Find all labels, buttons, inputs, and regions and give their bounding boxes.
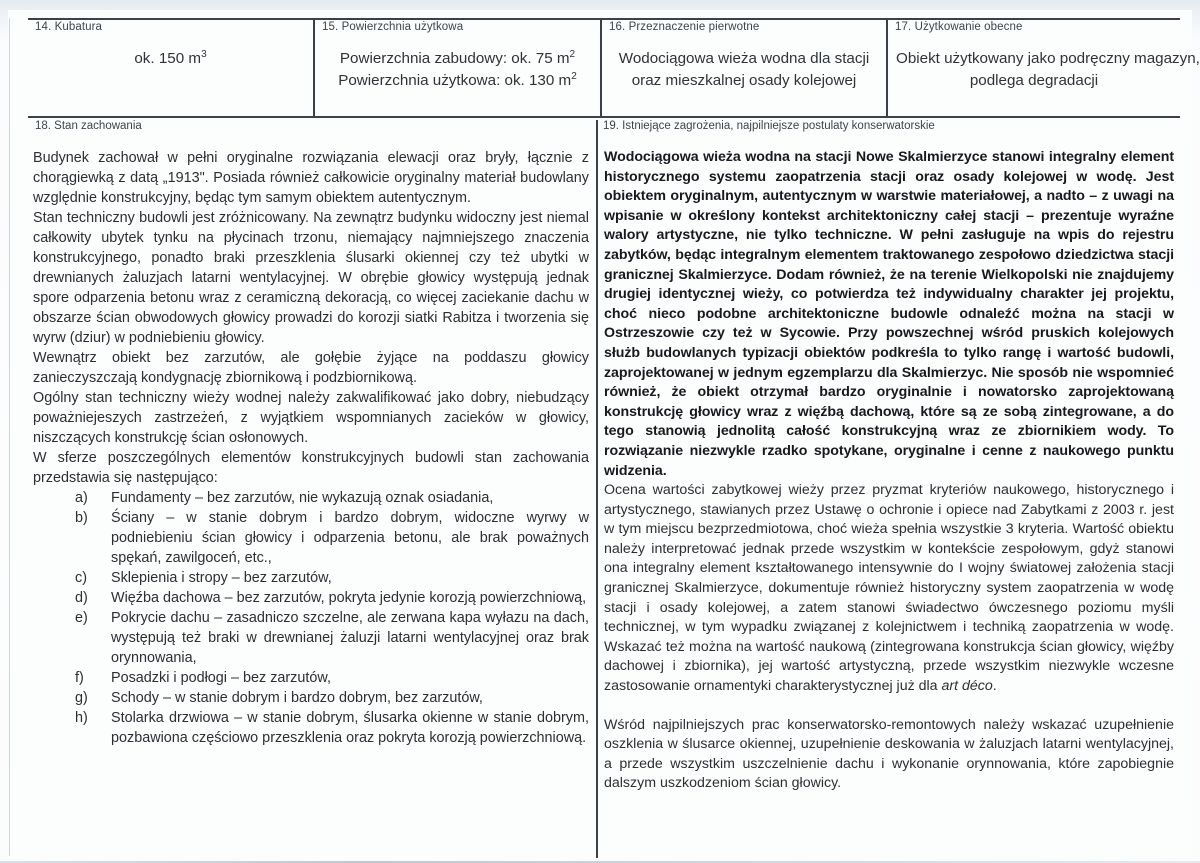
field-label-15: 15. Powierzchnia użytkowa bbox=[322, 21, 464, 33]
paragraph: Wewnątrz obiekt bez zarzutów, ale gołębie żyjące na poddaszu głowicy zanieczyszczają kondygnację zbiornikową i podzbiornikową. bbox=[33, 350, 589, 386]
list-item bbox=[75, 568, 589, 588]
list-item-text: Pokrycie dachu – zasadniczo szczelne, ale zerwana kapa wyłazu na dach, występują też braki w drewnianej żaluzji latarni wentylacyjnej oraz brak orynnowania, bbox=[111, 610, 589, 666]
field-value-line: oraz mieszkalnej osady kolejowej bbox=[631, 72, 857, 89]
fields-row-14-17 bbox=[28, 18, 1200, 118]
paragraph: W sferze poszczególnych elementów konstrukcyjnych budowli stan zachowania przedstawia się następująco: bbox=[33, 450, 589, 486]
section-label-19: 19. Istniejące zagrożenia, najpilniejsze postulaty konserwatorskie bbox=[603, 120, 935, 132]
field-value-line: podlega degradacji bbox=[969, 72, 1099, 89]
section-headers-row bbox=[28, 120, 1180, 140]
field-value-przeznaczenie bbox=[602, 48, 886, 92]
list-item-text: Posadzki i podłogi – bez zarzutów, bbox=[111, 670, 331, 686]
list-item bbox=[75, 488, 589, 508]
list-item-marker: f) bbox=[75, 670, 84, 686]
field-cell-powierzchnia-uzytkowa bbox=[315, 18, 600, 116]
divider-18-19 bbox=[596, 120, 598, 858]
paragraph-value-assessment bbox=[604, 481, 1174, 697]
list-item-marker: b) bbox=[75, 510, 88, 526]
list-item-text: Ściany – w stanie dobrym i bardzo dobrym, widoczne wyrwy w podniebieniu ścian głowicy i odparzenia betonu, ale brak poważnych spękań, zawilgoceń, etc., bbox=[111, 510, 589, 566]
paragraph-part: . bbox=[992, 678, 997, 695]
paragraph-recommendations: Wśród najpilniejszych prac konserwatorsko-remontowych należy wskazać uzupełnienie oszklenia w ślusarce okiennej, uzupełnienie deskowania w żaluzjach latarni wentylacyjnej, a przede wszystkim uszczelnienie dachu i wykonanie orynnowania, które zapobiegnie dalszym uszkodzeniom ścian głowicy. bbox=[604, 716, 1174, 792]
list-item-text: Stolarka drzwiowa – w stanie dobrym, ślusarka okienne w stanie dobrym, pozbawiona częściowo przeszklenia oraz pokryta korozją powierzchniową. bbox=[111, 710, 589, 746]
list-item bbox=[75, 588, 589, 608]
list-item-marker: g) bbox=[75, 690, 88, 706]
scan-edge-line-left bbox=[9, 18, 10, 856]
list-item bbox=[75, 688, 589, 708]
section-label-18: 18. Stan zachowania bbox=[35, 120, 142, 132]
table-rule-bottom bbox=[28, 116, 1180, 118]
condition-items-list bbox=[33, 488, 589, 748]
list-item bbox=[75, 708, 589, 748]
field-cell-przeznaczenie-pierwotne bbox=[602, 18, 886, 116]
section-18-content bbox=[33, 148, 589, 748]
field-label-14: 14. Kubatura bbox=[35, 21, 103, 33]
field-label-17: 17. Użytkowanie obecne bbox=[895, 21, 1023, 33]
paragraph: Stan techniczny budowli jest zróżnicowany. Na zewnątrz budynku widoczny jest niemal całkowity ubytek tynku na płycinach trzonu, niemający najmniejszego znaczenia konstrukcyjnego, ponadto braki przeszklenia ślusarki okiennej czy też ubytki w drewnianych żaluzjach latarni wentylacyjnej. W obrębie głowicy występują jednak spore odparzenia betonu wraz z ceramiczną dekoracją, co więcej zaciekanie dachu w obszarze ścian obwodowych głowicy prowadzi do korozji siatki Rabitza i tworzenia się wyrw (dziur) w podniebieniu głowicy. bbox=[33, 210, 589, 346]
list-item-text: Więźba dachowa – bez zarzutów, pokryta jedynie korozją powierzchniową, bbox=[111, 590, 587, 606]
art-deco-term: art déco bbox=[941, 678, 993, 695]
field-value-powierzchnia: Powierzchnia zabudowy: ok. 75 $m^2$ Powierzchnia użytkowa: ok. 130 $m^2$ bbox=[338, 48, 577, 89]
field-value-kubatura: ok. 150 $m^3$ bbox=[134, 48, 207, 67]
list-item-text: Sklepienia i stropy – bez zarzutów, bbox=[111, 570, 332, 586]
field-value-line: Obiekt użytkowany jako podręczny magazyn, bbox=[896, 50, 1200, 67]
list-item-marker: c) bbox=[75, 570, 87, 586]
field-value-line: Wodociągowa wieża wodna dla stacji bbox=[618, 50, 870, 67]
list-item-marker: a) bbox=[75, 490, 88, 506]
paragraph-bold-assessment: Wodociągowa wieża wodna na stacji Nowe Skalmierzyce stanowi integralny element historycznego systemu zaopatrzenia stacji oraz osady kolejowej w wodę. Jest obiektem oryginalnym, autentycznym w warstwie materiałowej, a nadto – z uwagi na wpisanie w określony kontekst architektoniczny całej stacji – prezentuje wyraźne walory artystyczne, nie tylko techniczne. W pełni zasługuje na wpis do rejestru zabytków, będąc integralnym elementem traktowanego zespołowo dziedzictwa stacji granicznej Skalmierzyce. Dodam również, że na terenie Wielkopolski nie znajdujemy drugiej identycznej wieży, co potwierdza też indywidualny charakter jej projektu, choć nieco podobne architektoniczne budowle odnaleźć można na stacji w Ostrzeszowie czy też w Sycowie. Przy powszechnej wśród pruskich kolejowych służb budowlanych typizacji obiektów podkreśla to tylko rangę i wartość budowli, zaprojektowanej w jednym egzemplarzu dla Skalmierzyc. Nie sposób nie wspomnieć również, że obiekt otrzymał bardzo oryginalnie i nowatorsko zaprojektowaną konstrukcję głowicy wraz z więźbą dachową, które są ze sobą zintegrowane, a do tego stanowią jednolitą całość konstrukcyjną wraz ze zbiornikiem wody. To rozwiązanie niezwykle rzadko spotykane, oryginalne i cenne z naukowego punktu widzenia. bbox=[604, 149, 1174, 479]
field-label-16: 16. Przeznaczenie pierwotne bbox=[609, 21, 760, 33]
field-value-uzytkowanie bbox=[888, 48, 1200, 92]
paragraph: Budynek zachował w pełni oryginalne rozwiązania elewacji oraz bryły, łącznie z chorągiewką z datą „1913". Posiada również całkowicie oryginalny materiał budowlany względnie konstrukcyjny, będąc tym samym obiektem autentycznym. bbox=[33, 150, 589, 206]
list-item-text: Schody – w stanie dobrym i bardzo dobrym, bez zarzutów, bbox=[111, 690, 483, 706]
section-19-content bbox=[604, 148, 1174, 794]
list-item bbox=[75, 508, 589, 568]
list-item-marker: h) bbox=[75, 710, 88, 726]
field-cell-kubatura bbox=[28, 18, 313, 116]
paragraph: Ogólny stan techniczny wieży wodnej należy zakwalifikować jako dobry, niebudzący poważniejeszych zastrzeżeń, z wyjątkiem wspomnianych zacieków w głowicy, niszczących konstrukcję ścian osłonowych. bbox=[33, 390, 589, 446]
list-item bbox=[75, 608, 589, 668]
field-cell-uzytkowanie-obecne bbox=[888, 18, 1200, 116]
list-item-text: Fundamenty – bez zarzutów, nie wykazują oznak osiadania, bbox=[111, 490, 494, 506]
list-item-marker: d) bbox=[75, 590, 88, 606]
list-item-marker: e) bbox=[75, 610, 88, 626]
list-item bbox=[75, 668, 589, 688]
paragraph-part: Ocena wartości zabytkowej wieży przez pryzmat kryteriów naukowego, historycznego i artystycznego, stawianych przez Ustawę o ochronie i opiece nad Zabytkami z 2003 r. jest w tym miejscu bezprzedmiotowa, choć wieża spełnia wszystkie 3 kryteria. Wartość obiektu należy interpretować jednak przede wszystkim w kontekście zespołowym, gdyż stanowi ona integralny element kształtowanego intensywnie do I wojny światowej założenia stacji granicznej Skalmierzyce, dokumentuje również historyczny system zaopatrzenia w wodę stacji i osady kolejowej, a zatem stanowi świadectwo ówczesnego poziomu myśli technicznej, w tym wypadku związanej z kolejnictwem i techniką zaopatrzenia w wodę. Wskazać też można na wartość naukową (zintegrowana konstrukcja ścian głowicy, więźby dachowej i zbiornika), jej wartość artystyczną, przede wszystkim niezwykle wczesne zastosowanie ornamentyki charakterystycznej już dla bbox=[604, 482, 1174, 695]
